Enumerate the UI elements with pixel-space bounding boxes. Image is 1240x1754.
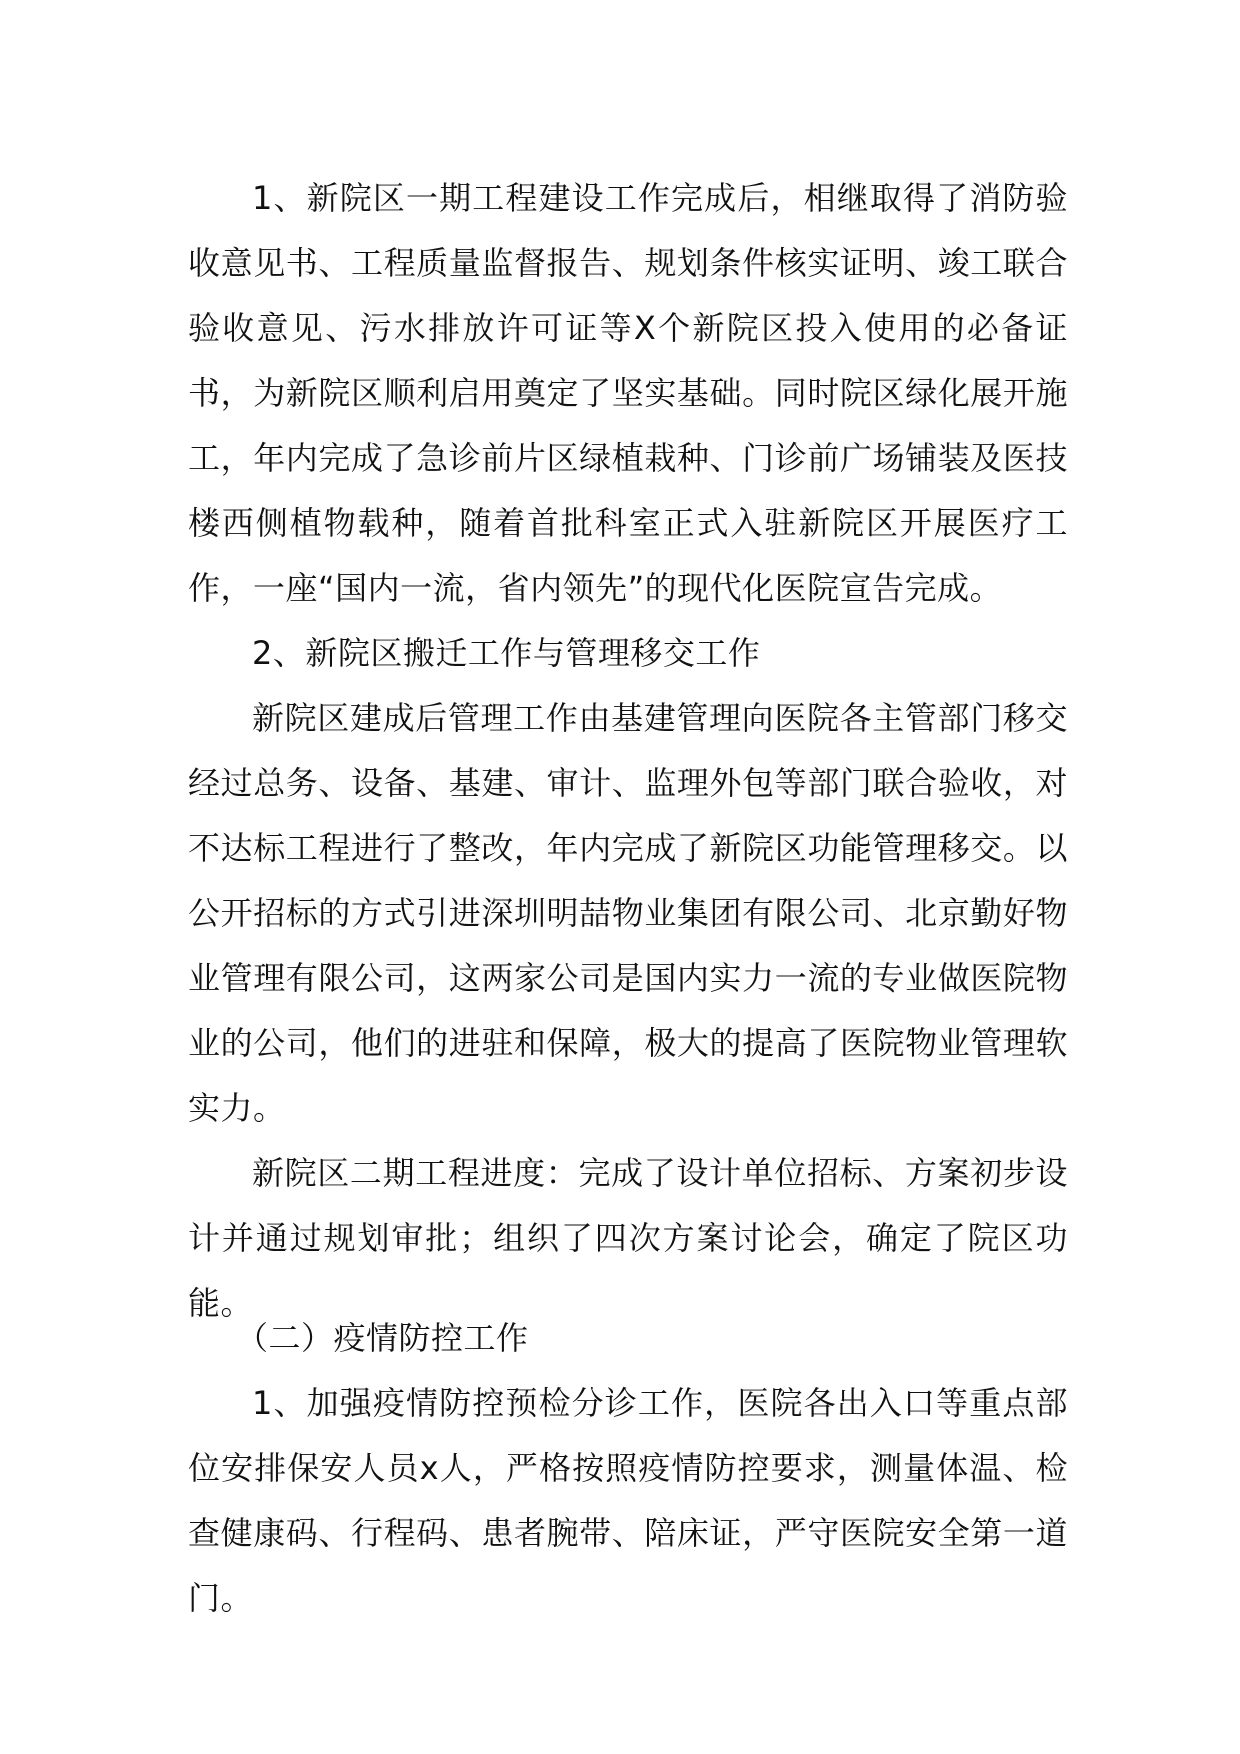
paragraph-epidemic-screening: 1、加强疫情防控预检分诊工作，医院各出入口等重点部位安排保安人员x人，严格按照疫情防控要求，测量体温、检查健康码、行程码、患者腕带、陪床证，严守医院安全第一道门。 <box>188 1384 1068 1617</box>
paragraph-phase-two-progress: 新院区二期工程进度：完成了设计单位招标、方案初步设计并通过规划审批；组织了四次方案讨论会，确定了院区功能。 <box>188 1154 1068 1322</box>
section-two-heading: （二）疫情防控工作 <box>236 1319 529 1357</box>
paragraph-relocation-heading: 2、新院区搬迁工作与管理移交工作 <box>252 634 761 672</box>
section-one-body <box>188 166 1068 1336</box>
section-two-body <box>188 1306 1068 1631</box>
paragraph-new-campus-phase-one: 1、新院区一期工程建设工作完成后，相继取得了消防验收意见书、工程质量监督报告、规划条件核实证明、竣工联合验收意见、污水排放许可证等X个新院区投入使用的必备证书，为新院区顺利启用奠定了坚实基础。同时院区绿化展开施工，年内完成了急诊前片区绿植栽种、门诊前广场铺装及医技楼西侧植物载种，随着首批科室正式入驻新院区开展医疗工作，一座“国内一流，省内领先”的现代化医院宣告完成。 <box>188 179 1068 607</box>
paragraph-management-handover: 新院区建成后管理工作由基建管理向医院各主管部门移交经过总务、设备、基建、审计、监理外包等部门联合验收，对不达标工程进行了整改，年内完成了新院区功能管理移交。以公开招标的方式引进深圳明喆物业集团有限公司、北京勤好物业管理有限公司，这两家公司是国内实力一流的专业做医院物业的公司，他们的进驻和保障，极大的提高了医院物业管理软实力。 <box>188 699 1068 1127</box>
